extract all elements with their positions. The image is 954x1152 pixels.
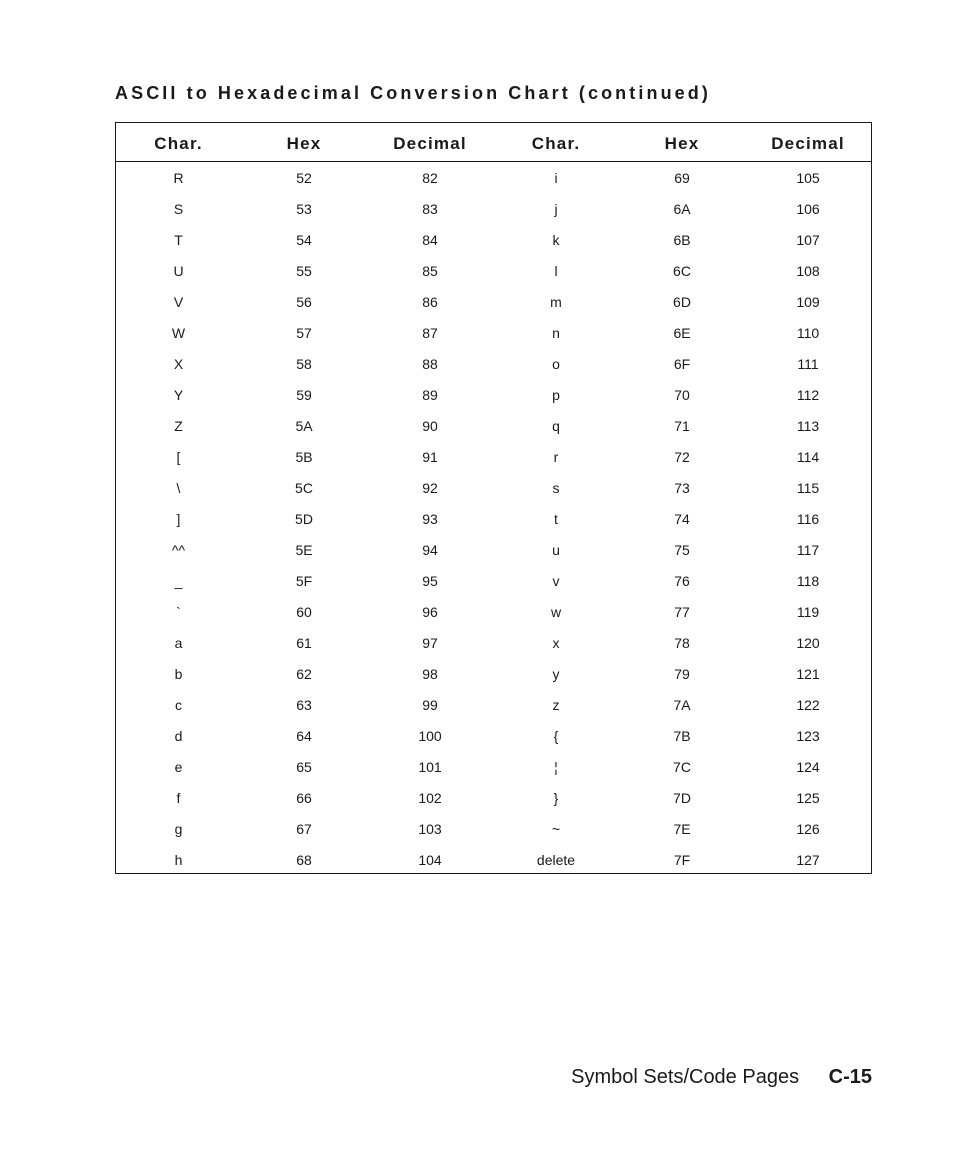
conversion-table (115, 122, 872, 874)
cell-hex: 71 (674, 417, 690, 434)
cell-char: k (552, 231, 560, 248)
table-row (116, 472, 871, 503)
cell-char: Z (174, 417, 183, 434)
cell-hex: 77 (674, 603, 690, 620)
cell-char: y (552, 665, 560, 682)
cell-hex: 59 (296, 386, 312, 403)
header-hex: Hex (286, 133, 322, 153)
table-row (116, 379, 871, 410)
cell-char: b (174, 665, 183, 682)
cell-char: ^^ (171, 541, 186, 558)
cell-hex: 64 (296, 727, 312, 744)
cell-hex: 53 (296, 200, 312, 217)
cell-decimal: 84 (422, 231, 438, 248)
cell-hex: 5B (295, 448, 313, 465)
table-row (116, 255, 871, 286)
cell-char: z (552, 696, 560, 713)
table-row (116, 751, 871, 782)
cell-char: } (553, 789, 559, 806)
cell-decimal: 98 (422, 665, 438, 682)
cell-decimal: 125 (796, 789, 820, 806)
cell-decimal: 112 (796, 386, 820, 403)
cell-hex: 78 (674, 634, 690, 651)
cell-decimal: 120 (796, 634, 820, 651)
cell-hex: 6B (673, 231, 691, 248)
cell-hex: 55 (296, 262, 312, 279)
cell-decimal: 94 (422, 541, 438, 558)
cell-decimal: 114 (796, 448, 820, 465)
cell-decimal: 101 (418, 758, 442, 775)
cell-char: h (174, 851, 183, 868)
cell-decimal: 92 (422, 479, 438, 496)
table-row (116, 193, 871, 224)
page-footer (571, 1066, 872, 1089)
cell-hex: 52 (296, 169, 312, 186)
cell-char: v (552, 572, 560, 589)
cell-char: U (173, 262, 184, 279)
header-char: Char. (154, 133, 203, 153)
cell-hex: 70 (674, 386, 690, 403)
table-row (116, 286, 871, 317)
cell-decimal: 83 (422, 200, 438, 217)
cell-char: { (553, 727, 559, 744)
header-char: Char. (531, 133, 581, 153)
table-header-row (116, 123, 871, 162)
cell-hex: 6F (673, 355, 691, 372)
cell-decimal: 115 (796, 479, 820, 496)
cell-char: V (173, 293, 184, 310)
table-row (116, 596, 871, 627)
cell-decimal: 123 (796, 727, 820, 744)
cell-decimal: 117 (796, 541, 820, 558)
cell-decimal: 107 (796, 231, 820, 248)
cell-decimal: 97 (422, 634, 438, 651)
cell-decimal: 113 (796, 417, 820, 434)
cell-decimal: 118 (796, 572, 820, 589)
table-row (116, 162, 871, 193)
cell-char: r (553, 448, 559, 465)
header-decimal: Decimal (393, 133, 467, 153)
cell-char: S (173, 200, 184, 217)
table-row (116, 534, 871, 565)
cell-hex: 7C (673, 758, 691, 775)
cell-hex: 5A (295, 417, 313, 434)
cell-char: q (552, 417, 560, 434)
cell-hex: 63 (296, 696, 312, 713)
cell-decimal: 127 (796, 851, 820, 868)
cell-hex: 61 (296, 634, 312, 651)
table-row (116, 689, 871, 720)
section-name: Symbol Sets/Code Pages (571, 1066, 800, 1088)
cell-hex: 5C (295, 479, 313, 496)
table-row (116, 813, 871, 844)
cell-hex: 6A (673, 200, 691, 217)
cell-hex: 5E (295, 541, 313, 558)
page-number: C-15 (828, 1066, 872, 1088)
cell-decimal: 116 (796, 510, 820, 527)
table-row (116, 441, 871, 472)
cell-hex: 76 (674, 572, 690, 589)
cell-char: d (174, 727, 183, 744)
table-row (116, 782, 871, 813)
cell-char: R (173, 169, 184, 186)
cell-char: s (552, 479, 560, 496)
cell-decimal: 111 (797, 355, 819, 372)
cell-decimal: 124 (796, 758, 820, 775)
cell-decimal: 102 (418, 789, 442, 806)
cell-hex: 68 (296, 851, 312, 868)
cell-char: f (176, 789, 181, 806)
cell-char: p (552, 386, 560, 403)
table-row (116, 224, 871, 255)
chart-title: ASCII to Hexadecimal Conversion Chart (continued) (115, 83, 711, 103)
cell-char: ~ (551, 820, 561, 837)
header-decimal: Decimal (771, 133, 845, 153)
cell-hex: 5F (295, 572, 313, 589)
cell-decimal: 93 (422, 510, 438, 527)
table-row (116, 565, 871, 596)
cell-char: w (550, 603, 562, 620)
cell-char: T (174, 231, 183, 248)
cell-hex: 62 (296, 665, 312, 682)
cell-decimal: 119 (796, 603, 820, 620)
cell-hex: 72 (674, 448, 690, 465)
cell-char: e (174, 758, 183, 775)
cell-char: W (171, 324, 186, 341)
cell-decimal: 121 (796, 665, 820, 682)
cell-char: Y (173, 386, 184, 403)
cell-char: m (550, 293, 562, 310)
cell-char: t (554, 510, 558, 527)
cell-hex: 74 (674, 510, 690, 527)
cell-hex: 75 (674, 541, 690, 558)
cell-hex: 66 (296, 789, 312, 806)
cell-decimal: 90 (422, 417, 438, 434)
cell-char: \ (176, 479, 181, 496)
cell-hex: 7D (673, 789, 691, 806)
cell-char: o (552, 355, 560, 372)
cell-char: ] (176, 510, 181, 527)
cell-decimal: 106 (796, 200, 820, 217)
cell-hex: 73 (674, 479, 690, 496)
cell-decimal: 99 (422, 696, 438, 713)
table-row (116, 503, 871, 534)
cell-decimal: 85 (422, 262, 438, 279)
cell-hex: 6C (673, 262, 691, 279)
cell-decimal: 126 (796, 820, 820, 837)
cell-decimal: 96 (422, 603, 438, 620)
cell-hex: 69 (674, 169, 690, 186)
table-row (116, 658, 871, 689)
cell-hex: 5D (295, 510, 313, 527)
cell-decimal: 86 (422, 293, 438, 310)
table-row (116, 844, 871, 875)
cell-char: u (552, 541, 560, 558)
cell-char: X (173, 355, 184, 372)
cell-decimal: 105 (796, 169, 820, 186)
cell-hex: 6D (673, 293, 691, 310)
cell-decimal: 109 (796, 293, 820, 310)
cell-char: delete (536, 851, 576, 868)
table-row (116, 410, 871, 441)
cell-decimal: 103 (418, 820, 442, 837)
cell-char: a (174, 634, 183, 651)
cell-decimal: 82 (422, 169, 438, 186)
cell-hex: 7E (673, 820, 691, 837)
cell-decimal: 91 (422, 448, 438, 465)
cell-hex: 79 (674, 665, 690, 682)
cell-char: _ (174, 572, 183, 589)
cell-decimal: 104 (418, 851, 442, 868)
cell-char: i (554, 169, 558, 186)
cell-char: l (554, 262, 558, 279)
cell-decimal: 88 (422, 355, 438, 372)
cell-char: ` (176, 603, 181, 620)
cell-decimal: 95 (422, 572, 438, 589)
cell-decimal: 100 (418, 727, 442, 744)
cell-char: j (554, 200, 558, 217)
cell-char: g (174, 820, 183, 837)
cell-hex: 65 (296, 758, 312, 775)
cell-decimal: 110 (796, 324, 820, 341)
table-row (116, 627, 871, 658)
table-row (116, 720, 871, 751)
cell-hex: 54 (296, 231, 312, 248)
cell-hex: 56 (296, 293, 312, 310)
cell-char: x (552, 634, 560, 651)
cell-decimal: 108 (796, 262, 820, 279)
cell-hex: 7B (673, 727, 691, 744)
header-hex: Hex (664, 133, 700, 153)
cell-hex: 60 (296, 603, 312, 620)
cell-decimal: 87 (422, 324, 438, 341)
cell-decimal: 122 (796, 696, 820, 713)
cell-decimal: 89 (422, 386, 438, 403)
cell-hex: 6E (673, 324, 691, 341)
table-row (116, 348, 871, 379)
cell-char: ¦ (554, 758, 558, 775)
cell-char: [ (176, 448, 181, 465)
cell-char: n (552, 324, 560, 341)
cell-hex: 67 (296, 820, 312, 837)
cell-hex: 7A (673, 696, 691, 713)
table-body (116, 162, 871, 875)
cell-hex: 57 (296, 324, 312, 341)
cell-hex: 7F (673, 851, 691, 868)
cell-hex: 58 (296, 355, 312, 372)
cell-char: c (175, 696, 182, 713)
table-row (116, 317, 871, 348)
